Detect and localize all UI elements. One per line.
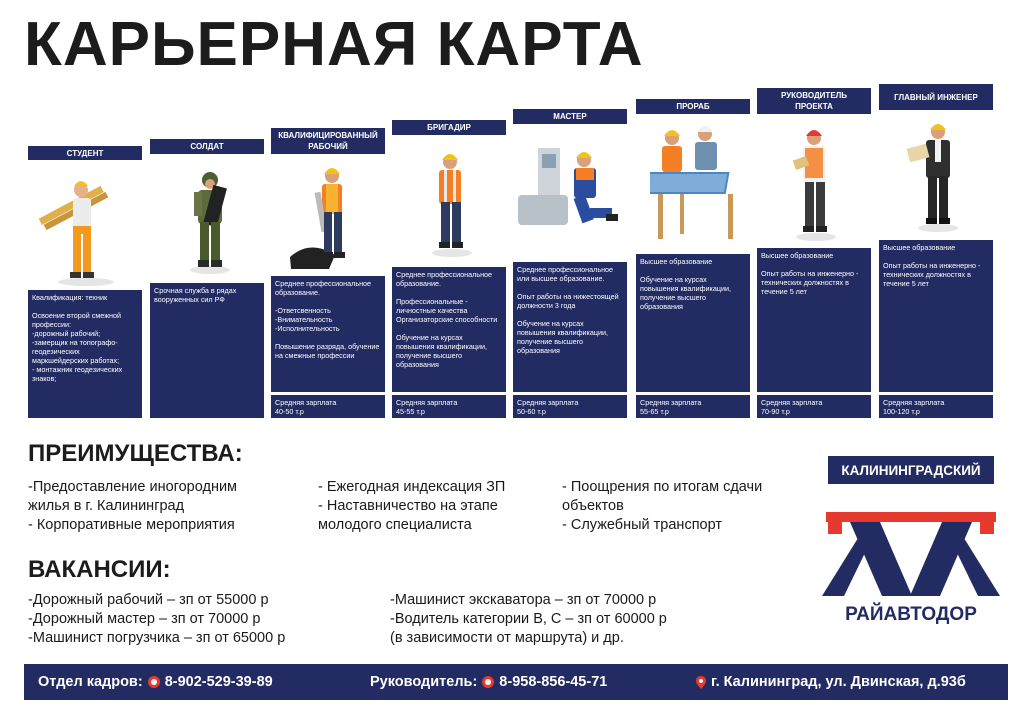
stage-label-master: МАСТЕР [513,109,627,124]
company-logo [822,456,1000,632]
advantages-column-1: -Предоставление иногородним жилья в г. Калининград - Корпоративные мероприятия [28,479,238,533]
stage-label-soldier: СОЛДАТ [150,139,264,154]
foreman-figure [422,150,482,258]
phone-icon [482,676,494,688]
chief-engineer-figure [904,118,968,233]
prorab-figure [650,124,742,244]
stage-label-student: СТУДЕНТ [28,146,142,160]
stage-description-soldier: Срочная служба в рядах вооруженных сил РФ [150,283,264,418]
stage-salary-project-manager: Средняя зарплата 70-90 т.р [757,395,871,418]
stage-description-chief-engineer: Высшее образование Опыт работы на инженерно - технических должностях в течение 5 лет [879,240,993,392]
stage-salary-foreman: Средняя зарплата 45-55 т.р [392,395,506,418]
stage-label-foreman: БРИГАДИР [392,120,506,135]
logo-bottom-text: РАЙАВТОДОР [845,604,977,625]
vacancies-title: ВАКАНСИИ: [28,556,171,583]
stage-salary-master: Средняя зарплата 50-60 т.р [513,395,627,418]
advantages-column-3: - Поощрения по итогам сдачи объектов - Служебный транспорт [562,479,763,533]
stage-description-skilled-worker: Среднее профессиональное образование. -Ответсвенность -Внимательность -Исполнительность Повышение разряда, обучение на смежные профессии [271,276,385,392]
head-phone[interactable]: 8-958-856-45-71 [499,674,608,690]
advantages-title: ПРЕИМУЩЕСТВА: [28,440,243,467]
student-figure [36,172,136,287]
page-title: КАРЬЕРНАЯ КАРТА [24,10,644,79]
skilled-worker-figure [288,162,368,274]
phone-icon [148,676,160,688]
vacancies-column-2: -Машинист экскаватора – зп от 70000 р -Водитель категории В, С – зп от 60000 р (в зависимости от маршрута) и др. [390,592,667,646]
stage-description-master: Среднее профессиональное или высшее образование. Опыт работы на нижестоящей должности 3 года Обучение на курсах повышения квалификации, получение высшего образования [513,262,627,392]
head-contact [370,674,607,690]
stage-label-project-manager: РУКОВОДИТЕЛЬ ПРОЕКТА [757,88,871,114]
advantages-column-2: - Ежегодная индексация ЗП - Наставничество на этапе молодого специалиста [318,479,506,533]
stage-description-project-manager: Высшее образование Опыт работы на инженерно - технических должностях в течение 5 лет [757,248,871,392]
soldier-figure [180,170,240,275]
stage-salary-prorab: Средняя зарплата 55-65 т.р [636,395,750,418]
stage-label-prorab: ПРОРАБ [636,99,750,114]
master-figure [518,140,623,240]
address-contact [696,674,966,690]
logo-top-text: КАЛИНИНГРАДСКИЙ [841,463,981,478]
hr-phone[interactable]: 8-902-529-39-89 [164,674,273,690]
project-manager-figure [786,124,846,242]
location-pin-icon [696,676,706,689]
stage-description-student: Квалификация: техник Освоение второй смежной профессии: -дорожный рабочий; -замерщик на топографо-геодезических маркшейдерских работах; - монтажник геодезических знаков; [28,290,142,418]
vacancies-column-1: -Дорожный рабочий – зп от 55000 р -Дорожный мастер – зп от 70000 р -Машинист погрузчика – зп от 65000 р [28,592,286,646]
stage-salary-chief-engineer: Средняя зарплата 100-120 т.р [879,395,993,418]
address-text: г. Калининград, ул. Двинская, д.93б [711,674,966,690]
footer-contacts-bar [24,664,1008,700]
stage-salary-skilled-worker: Средняя зарплата 40-50 т.р [271,395,385,418]
stage-description-foreman: Среднее профессиональное образование. Профессиональные - личностные качества Организаторские способности Обучение на курсах повышения квалификации, получение высшего образования [392,267,506,392]
stage-description-prorab: Высшее образование Обучение на курсах повышения квалификации, получение высшего образования [636,254,750,392]
stage-label-skilled-worker: КВАЛИФИЦИРОВАННЫЙ РАБОЧИЙ [271,128,385,154]
hr-label: Отдел кадров: [38,674,143,690]
stage-label-chief-engineer: ГЛАВНЫЙ ИНЖЕНЕР [879,84,993,110]
hr-contact [38,674,273,690]
head-label: Руководитель: [370,674,478,690]
